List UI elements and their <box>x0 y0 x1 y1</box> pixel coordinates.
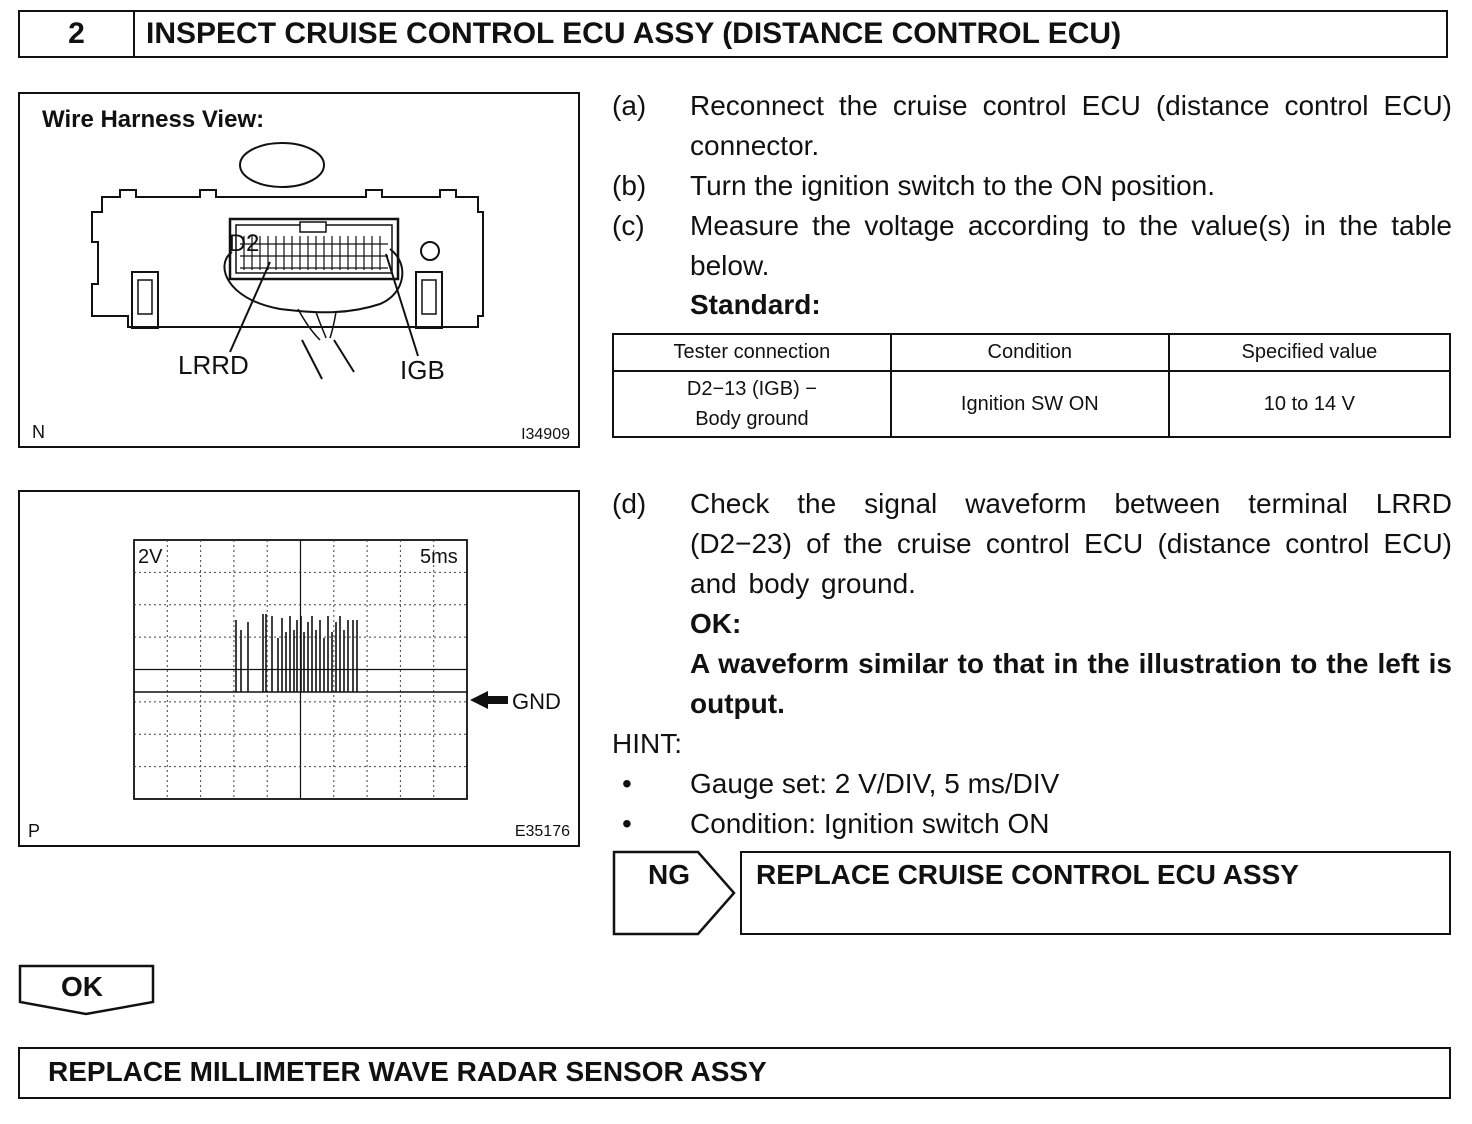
ng-action-box <box>740 851 1451 935</box>
oscilloscope-graph <box>20 492 577 844</box>
step-a-text: Reconnect the cruise control ECU (distance control ECU) connector. <box>690 90 1452 161</box>
hint-label: HINT: <box>612 728 682 759</box>
step-b-text: Turn the ignition switch to the ON position. <box>690 170 1215 201</box>
figure-code: E35176 <box>514 823 570 840</box>
ok-condition-text: A waveform similar to that in the illustration to the left is output. <box>690 648 1452 719</box>
ng-label: NG <box>648 859 690 890</box>
figure-title: Wire Harness View: <box>42 106 265 133</box>
terminal-label-lrrd: LRRD <box>178 350 249 380</box>
table-cell-value: 10 to 14 V <box>1169 371 1450 437</box>
connection-line-1: D2−13 (IGB) − <box>686 378 817 400</box>
bullet: • <box>622 768 632 799</box>
connection-line-2: Body ground <box>695 408 809 430</box>
connector-id-label: D2 <box>228 230 260 257</box>
standard-label: Standard: <box>690 289 821 320</box>
spec-table <box>612 333 1451 438</box>
step-b-label: (b) <box>612 170 647 201</box>
final-action-box <box>18 1047 1451 1099</box>
hint-item-text: Condition: Ignition switch ON <box>690 808 1050 839</box>
figure-corner-letter: P <box>28 821 41 841</box>
table-cell-condition: Ignition SW ON <box>891 371 1169 437</box>
terminal-label-igb: IGB <box>400 355 445 385</box>
table-cell-connection <box>613 371 891 437</box>
table-header-cell: Condition <box>891 334 1169 371</box>
ok-label: OK <box>61 971 103 1002</box>
step-c-label: (c) <box>612 210 645 241</box>
connector-drawing <box>20 94 577 445</box>
waveform-figure <box>18 490 580 847</box>
time-per-div-label: 5ms <box>420 546 458 568</box>
figure-corner-letter: N <box>32 422 45 442</box>
final-action-text: REPLACE MILLIMETER WAVE RADAR SENSOR ASSY <box>48 1056 767 1087</box>
wire-harness-figure <box>18 92 580 448</box>
volts-per-div-label: 2V <box>138 546 163 568</box>
step-a-label: (a) <box>612 90 647 121</box>
ok-condition-label: OK: <box>690 608 742 639</box>
hint-item-text: Gauge set: 2 V/DIV, 5 ms/DIV <box>690 768 1060 799</box>
step-header <box>18 10 1448 58</box>
table-header-cell: Specified value <box>1169 334 1450 371</box>
step-number: 2 <box>20 12 135 56</box>
ng-action-text: REPLACE CRUISE CONTROL ECU ASSY <box>756 859 1299 890</box>
step-d-text: Check the signal waveform between terminal LRRD (D2−23) of the cruise control ECU (distance control ECU) and body ground. <box>690 488 1452 599</box>
bullet: • <box>622 808 632 839</box>
figure-code: I34909 <box>521 426 570 443</box>
table-header-row <box>613 334 1450 371</box>
step-d-label: (d) <box>612 488 647 519</box>
step-title: INSPECT CRUISE CONTROL ECU ASSY (DISTANCE CONTROL ECU) <box>146 17 1122 50</box>
gnd-label: GND <box>512 689 561 714</box>
step-c-text: Measure the voltage according to the value(s) in the table below. <box>690 210 1452 281</box>
table-row <box>613 371 1450 437</box>
table-header-cell: Tester connection <box>613 334 891 371</box>
